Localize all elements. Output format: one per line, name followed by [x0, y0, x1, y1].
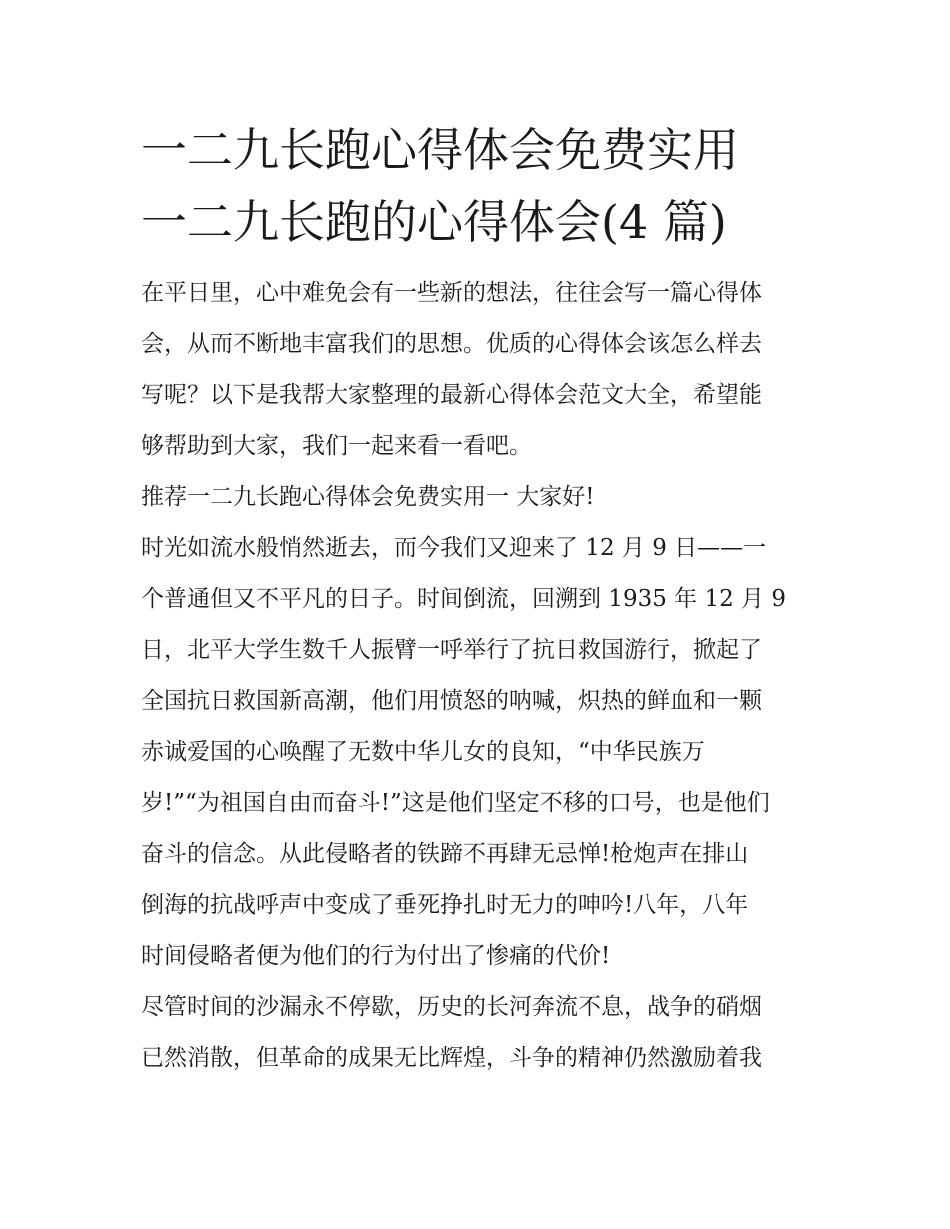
- paragraph-history: [141, 523, 817, 982]
- text-line: 推荐一二九长跑心得体会免费实用一 大家好!: [141, 484, 595, 510]
- text-line: 日，北平大学生数千人振臂一呼举行了抗日救国游行，掀起了: [141, 637, 762, 663]
- text-line: 个普通但又不平凡的日子。时间倒流，回溯到 1935 年 12 月 9: [141, 586, 786, 612]
- text-line: 在平日里，心中难免会有一些新的想法，往往会写一篇心得体: [141, 280, 762, 306]
- text-line: 奋斗的信念。从此侵略者的铁蹄不再肆无忌惮!枪炮声在排山: [141, 841, 749, 867]
- text-line: 写呢？以下是我帮大家整理的最新心得体会范文大全，希望能: [141, 382, 762, 408]
- title-line-1: 一二九长跑心得体会免费实用: [141, 123, 739, 177]
- title-line-2: 一二九长跑的心得体会(4 篇): [141, 195, 727, 249]
- document-content: [141, 114, 817, 1084]
- text-line: 时间侵略者便为他们的行为付出了惨痛的代价!: [141, 943, 611, 969]
- text-line: 够帮助到大家，我们一起来看一看吧。: [141, 433, 532, 459]
- text-line: 全国抗日救国新高潮，他们用愤怒的呐喊，炽热的鲜血和一颗: [141, 688, 762, 714]
- document-title: [141, 114, 817, 258]
- text-line: 会，从而不断地丰富我们的思想。优质的心得体会该怎么样去: [141, 331, 762, 357]
- text-line: 尽管时间的沙漏永不停歇，历史的长河奔流不息，战争的硝烟: [141, 994, 762, 1020]
- text-line: 倒海的抗战呼声中变成了垂死挣扎时无力的呻吟!八年，八年: [141, 892, 749, 918]
- paragraph-recommend: [141, 472, 817, 523]
- paragraph-closing: [141, 982, 817, 1084]
- text-line: 时光如流水般悄然逝去，而今我们又迎来了 12 月 9 日——一: [141, 535, 767, 561]
- text-line: 岁!”“为祖国自由而奋斗!”这是他们坚定不移的口号，也是他们: [141, 790, 770, 816]
- text-line: 已然消散，但革命的成果无比辉煌，斗争的精神仍然激励着我: [141, 1045, 762, 1071]
- paragraph-intro: [141, 268, 817, 472]
- document-body: [141, 268, 817, 1084]
- text-line: 赤诚爱国的心唤醒了无数中华儿女的良知，“中华民族万: [141, 739, 705, 765]
